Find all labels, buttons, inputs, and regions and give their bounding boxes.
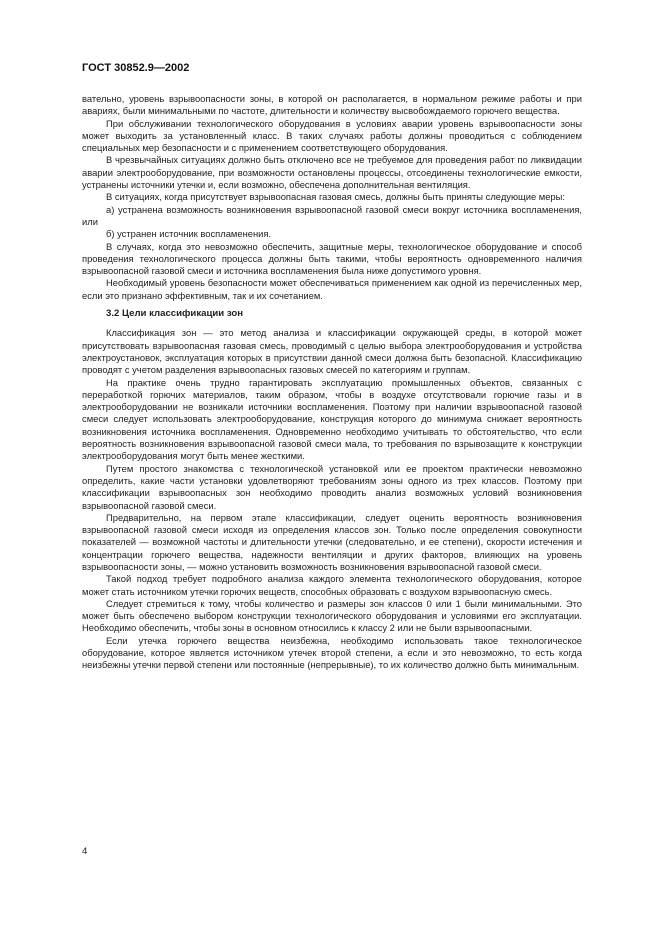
paragraph: вательно, уровень взрывоопасности зоны, в которой он располагается, в нормальном режиме работы и при авариях, были минимальными по частоте, длительности и количеству высвобождаемого горючего вещества.: [82, 93, 582, 117]
paragraph: а) устранена возможность возникновения взрывоопасной газовой смеси вокруг источника воспламенения, или: [82, 203, 582, 227]
paragraph: Если утечка горючего вещества неизбежна, необходимо использовать такое технологическое оборудование, которое является источником утечек второй степени, а если и это невозможно, то есть когда неизбежны утечки первой степени или постоянные (непрерывные), то их количество должно быть минимальным.: [82, 634, 582, 671]
body-text-after-section: [82, 327, 582, 671]
paragraph: В ситуациях, когда присутствует взрывоопасная газовая смесь, должны быть приняты следующие меры:: [106, 191, 565, 203]
paragraph: В чрезвычайных ситуациях должно быть отключено все не требуемое для проведения работ по ликвидации аварии электрооборудование, при возможности остановлены процессы, отсоединены технологические емкости, устранены источники утечки и, если возможно, обеспечена дополнительная вентиляция.: [82, 154, 582, 191]
paragraph: Необходимый уровень безопасности может обеспечиваться применением как одной из перечисленных мер, если это признано эффективным, так и их сочетанием.: [82, 277, 582, 301]
paragraph: В случаях, когда это невозможно обеспечить, защитные меры, технологическое оборудование и способ проведения технологического процесса должны быть такими, чтобы вероятность одновременного наличия взрывоопасной газовой смеси и источника воспламенения была ниже допустимого уровня.: [82, 240, 582, 277]
document-header: ГОСТ 30852.9—2002: [82, 62, 190, 74]
paragraph: б) устранен источник воспламенения.: [106, 228, 272, 240]
paragraph: При обслуживании технологического оборудования в условиях аварии уровень взрывоопасности зоны может выходить за установленный класс. В таких случаях работы должны проводиться с соблюдением специальных мер безопасности и с применением соответствующего оборудования.: [82, 117, 582, 154]
paragraph: Классификация зон — это метод анализа и классификации окружающей среды, в которой может присутствовать взрывоопасная газовая смесь, проводимый с целью выбора электрооборудования и устройства электроустановок, эксплуатация которых в присутствии данной смеси должна быть безопасной. Классификацию проводят с учетом разделения взрывоопасных газовых смесей по категориям и группам.: [82, 327, 582, 376]
paragraph: Предварительно, на первом этапе классификации, следует оценить вероятность возникновения взрывоопасной газовой смеси исходя из определения классов зон. Только после определения совокупности показателей — возможной частоты и длительности утечки (следовательно, и ее степени), скорости истечения и концентрации горючего вещества, надежности вентиляции и других факторов, влияющих на уровень взрывоопасности зоны, — можно установить возможность возникновения взрывоопасной газовой смеси.: [82, 511, 582, 572]
document-body: [82, 93, 582, 672]
paragraph: На практике очень трудно гарантировать эксплуатацию промышленных объектов, связанных с переработкой горючих материалов, таким образом, чтобы в воздухе отсутствовали горючие газы и в электрооборудовании не возникали источники воспламенения. Поэтому при наличии взрывоопасной газовой смеси следует использовать электрооборудование, конструкция которого до минимума снижает вероятность возникновения источника воспламенения. Одновременно необходимо учитывать то обстоятельство, что если вероятность возникновения взрывоопасной газовой смеси мала, то требования по взрывозащите к конструкции электрооборудования могут быть менее жесткими.: [82, 376, 582, 462]
body-text-before-section: [82, 93, 582, 302]
paragraph: Следует стремиться к тому, чтобы количество и размеры зон классов 0 или 1 были минимальными. Это может быть обеспечено выбором конструкции технологического оборудования и условиями его эксплуатации. Необходимо обеспечить, чтобы зоны в основном относились к классу 2 или не были взрывоопасными.: [82, 597, 582, 634]
paragraph: Такой подход требует подробного анализа каждого элемента технологического оборудования, которое может стать источником утечки горючих веществ, способных образовать с воздухом взрывоопасную смесь.: [82, 573, 582, 597]
page-number: 4: [82, 846, 88, 857]
section-heading: 3.2 Цели классификации зон: [106, 308, 244, 320]
paragraph: Путем простого знакомства с технологической установкой или ее проектом практически невозможно определить, какие части установки удовлетворяют требованиям зоны одного из трех классов. Поэтому при классификации взрывоопасных зон необходимо проводить анализ возможных условий возникновения взрывоопасной газовой смеси.: [82, 462, 582, 511]
